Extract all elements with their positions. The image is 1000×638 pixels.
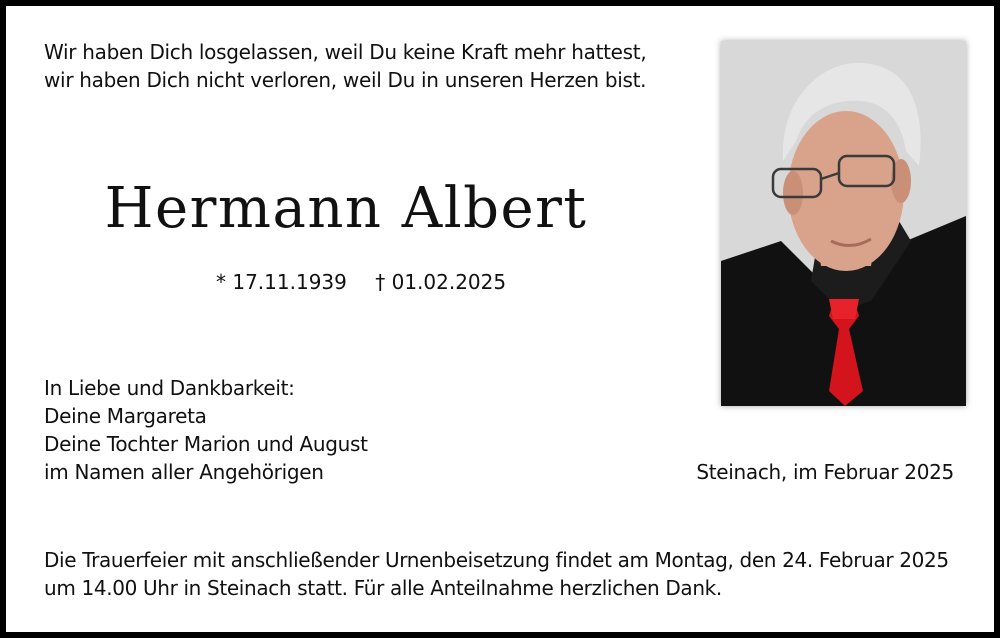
mourner-line-3: im Namen aller Angehörigen xyxy=(44,460,324,484)
mourners-intro: In Liebe und Dankbarkeit: xyxy=(44,376,295,400)
mourners xyxy=(44,374,368,486)
mourner-line-2: Deine Tochter Marion und August xyxy=(44,432,368,456)
left-ear xyxy=(783,171,803,215)
mourner-line-1: Deine Margareta xyxy=(44,404,207,428)
portrait-image xyxy=(721,41,966,406)
portrait-photo xyxy=(721,41,966,406)
life-dates xyxy=(216,270,506,294)
ceremony-line-2: um 14.00 Uhr in Steinach statt. Für alle Anteilnahme herzlichen Dank. xyxy=(44,576,722,600)
verse-line-1: Wir haben Dich losgelassen, weil Du keine Kraft mehr hattest, xyxy=(44,40,647,64)
verse xyxy=(44,38,646,94)
death-date: † 01.02.2025 xyxy=(375,270,507,294)
ceremony-line-1: Die Trauerfeier mit anschließender Urnenbeisetzung findet am Montag, den 24. Februar 2025 xyxy=(44,548,949,572)
tie-knot xyxy=(829,299,859,319)
place-date: Steinach, im Februar 2025 xyxy=(696,460,954,484)
face xyxy=(788,111,904,271)
deceased-name: Hermann Albert xyxy=(104,176,588,241)
birth-date: * 17.11.1939 xyxy=(216,270,347,294)
verse-line-2: wir haben Dich nicht verloren, weil Du in unseren Herzen bist. xyxy=(44,68,647,92)
ceremony-notice xyxy=(44,546,949,602)
